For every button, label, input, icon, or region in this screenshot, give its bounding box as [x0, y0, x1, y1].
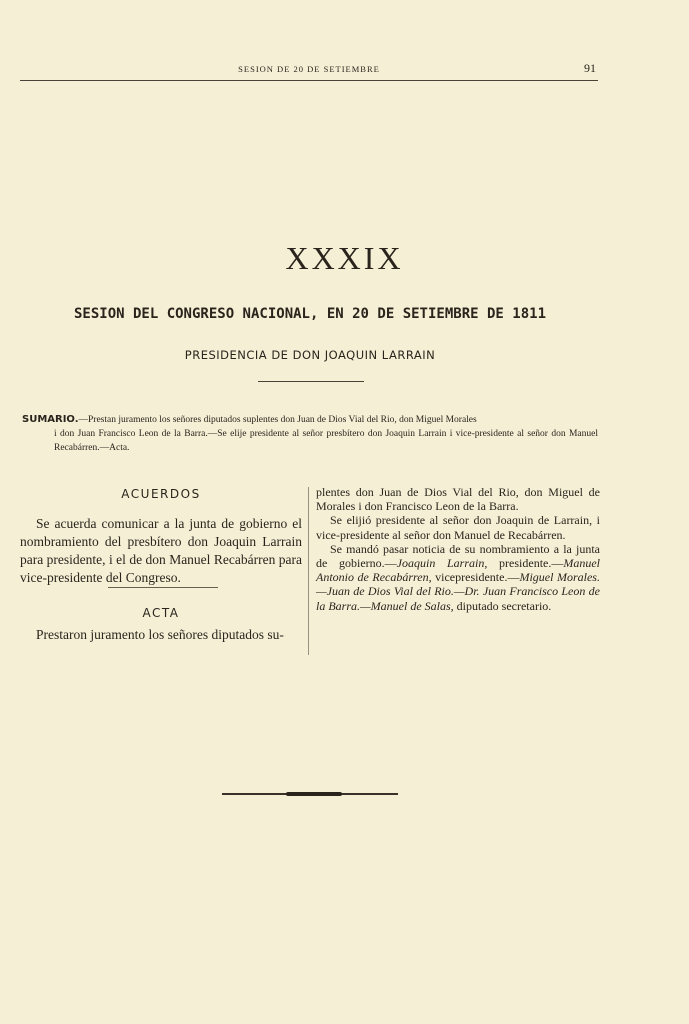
acuerdos-text: Se acuerda comunicar a la junta de gobierno el nombramiento del presbítero don Joaquin Larrain para presidente, i el de don Manuel Recabárren para vice-presidente del Congreso.	[20, 516, 302, 585]
notice-text: Se mandó pasar noticia de su nombramiento a la junta de gobierno.—	[316, 541, 600, 571]
acta-text: Prestaron juramento los señores diputados su-	[36, 627, 284, 642]
section-divider	[108, 587, 218, 588]
summary-first-line: —Prestan juramento los señores diputados suplentes don Juan de Dios Vial del Rio, don Miguel Morales	[78, 415, 477, 425]
heading-divider	[258, 381, 364, 382]
acta-continuation: plentes don Juan de Dios Vial del Rio, don Miguel de Morales i don Francisco Leon de la Barra.	[316, 485, 600, 514]
running-head-title: SESION DE 20 DE SETIEMBRE	[238, 64, 380, 74]
acuerdos-title: ACUERDOS	[121, 487, 201, 501]
page-number: 91	[584, 61, 596, 75]
summary-label: SUMARIO.	[22, 414, 79, 425]
end-ornament-center	[286, 792, 342, 796]
signature-recabarren: Manuel Antonio de Recabárren,	[316, 556, 601, 585]
chapter-number: XXXIX	[285, 240, 404, 276]
left-column	[20, 485, 302, 644]
signature-larrain: Joaquin Larrain,	[396, 556, 488, 571]
role-secretario: diputado secretario.	[453, 598, 552, 613]
role-presidente: presidente.—	[487, 556, 564, 571]
election-paragraph: Se elijió presidente al señor don Joaquin de Larrain, i vice-presidente al señor don Manuel de Recabárren.	[316, 513, 600, 542]
acta-title: ACTA	[142, 606, 180, 620]
signature-list: Miguel Morales.—Juan de Dios Vial del Rio.—Dr. Juan Francisco Leon de la Barra.—Manuel de Salas,	[316, 570, 600, 613]
summary-block	[22, 413, 598, 455]
presidency-subheading: PRESIDENCIA DE DON JOAQUIN LARRAIN	[184, 348, 436, 362]
running-head	[20, 58, 598, 81]
end-ornament-rule	[222, 793, 398, 795]
summary-rest: i don Juan Francisco Leon de la Barra.—Se elije presidente al señor presbítero don Joaquin Larrain i vice-presidente al señor don Manuel Recabárren.—Acta.	[54, 429, 598, 453]
column-divider	[308, 487, 309, 655]
right-column	[316, 485, 600, 613]
session-heading: SESION DEL CONGRESO NACIONAL, EN 20 DE SETIEMBRE DE 1811	[73, 306, 546, 322]
role-vicepresidente: vicepresidente.—	[431, 570, 520, 585]
signatures-paragraph	[316, 542, 600, 613]
